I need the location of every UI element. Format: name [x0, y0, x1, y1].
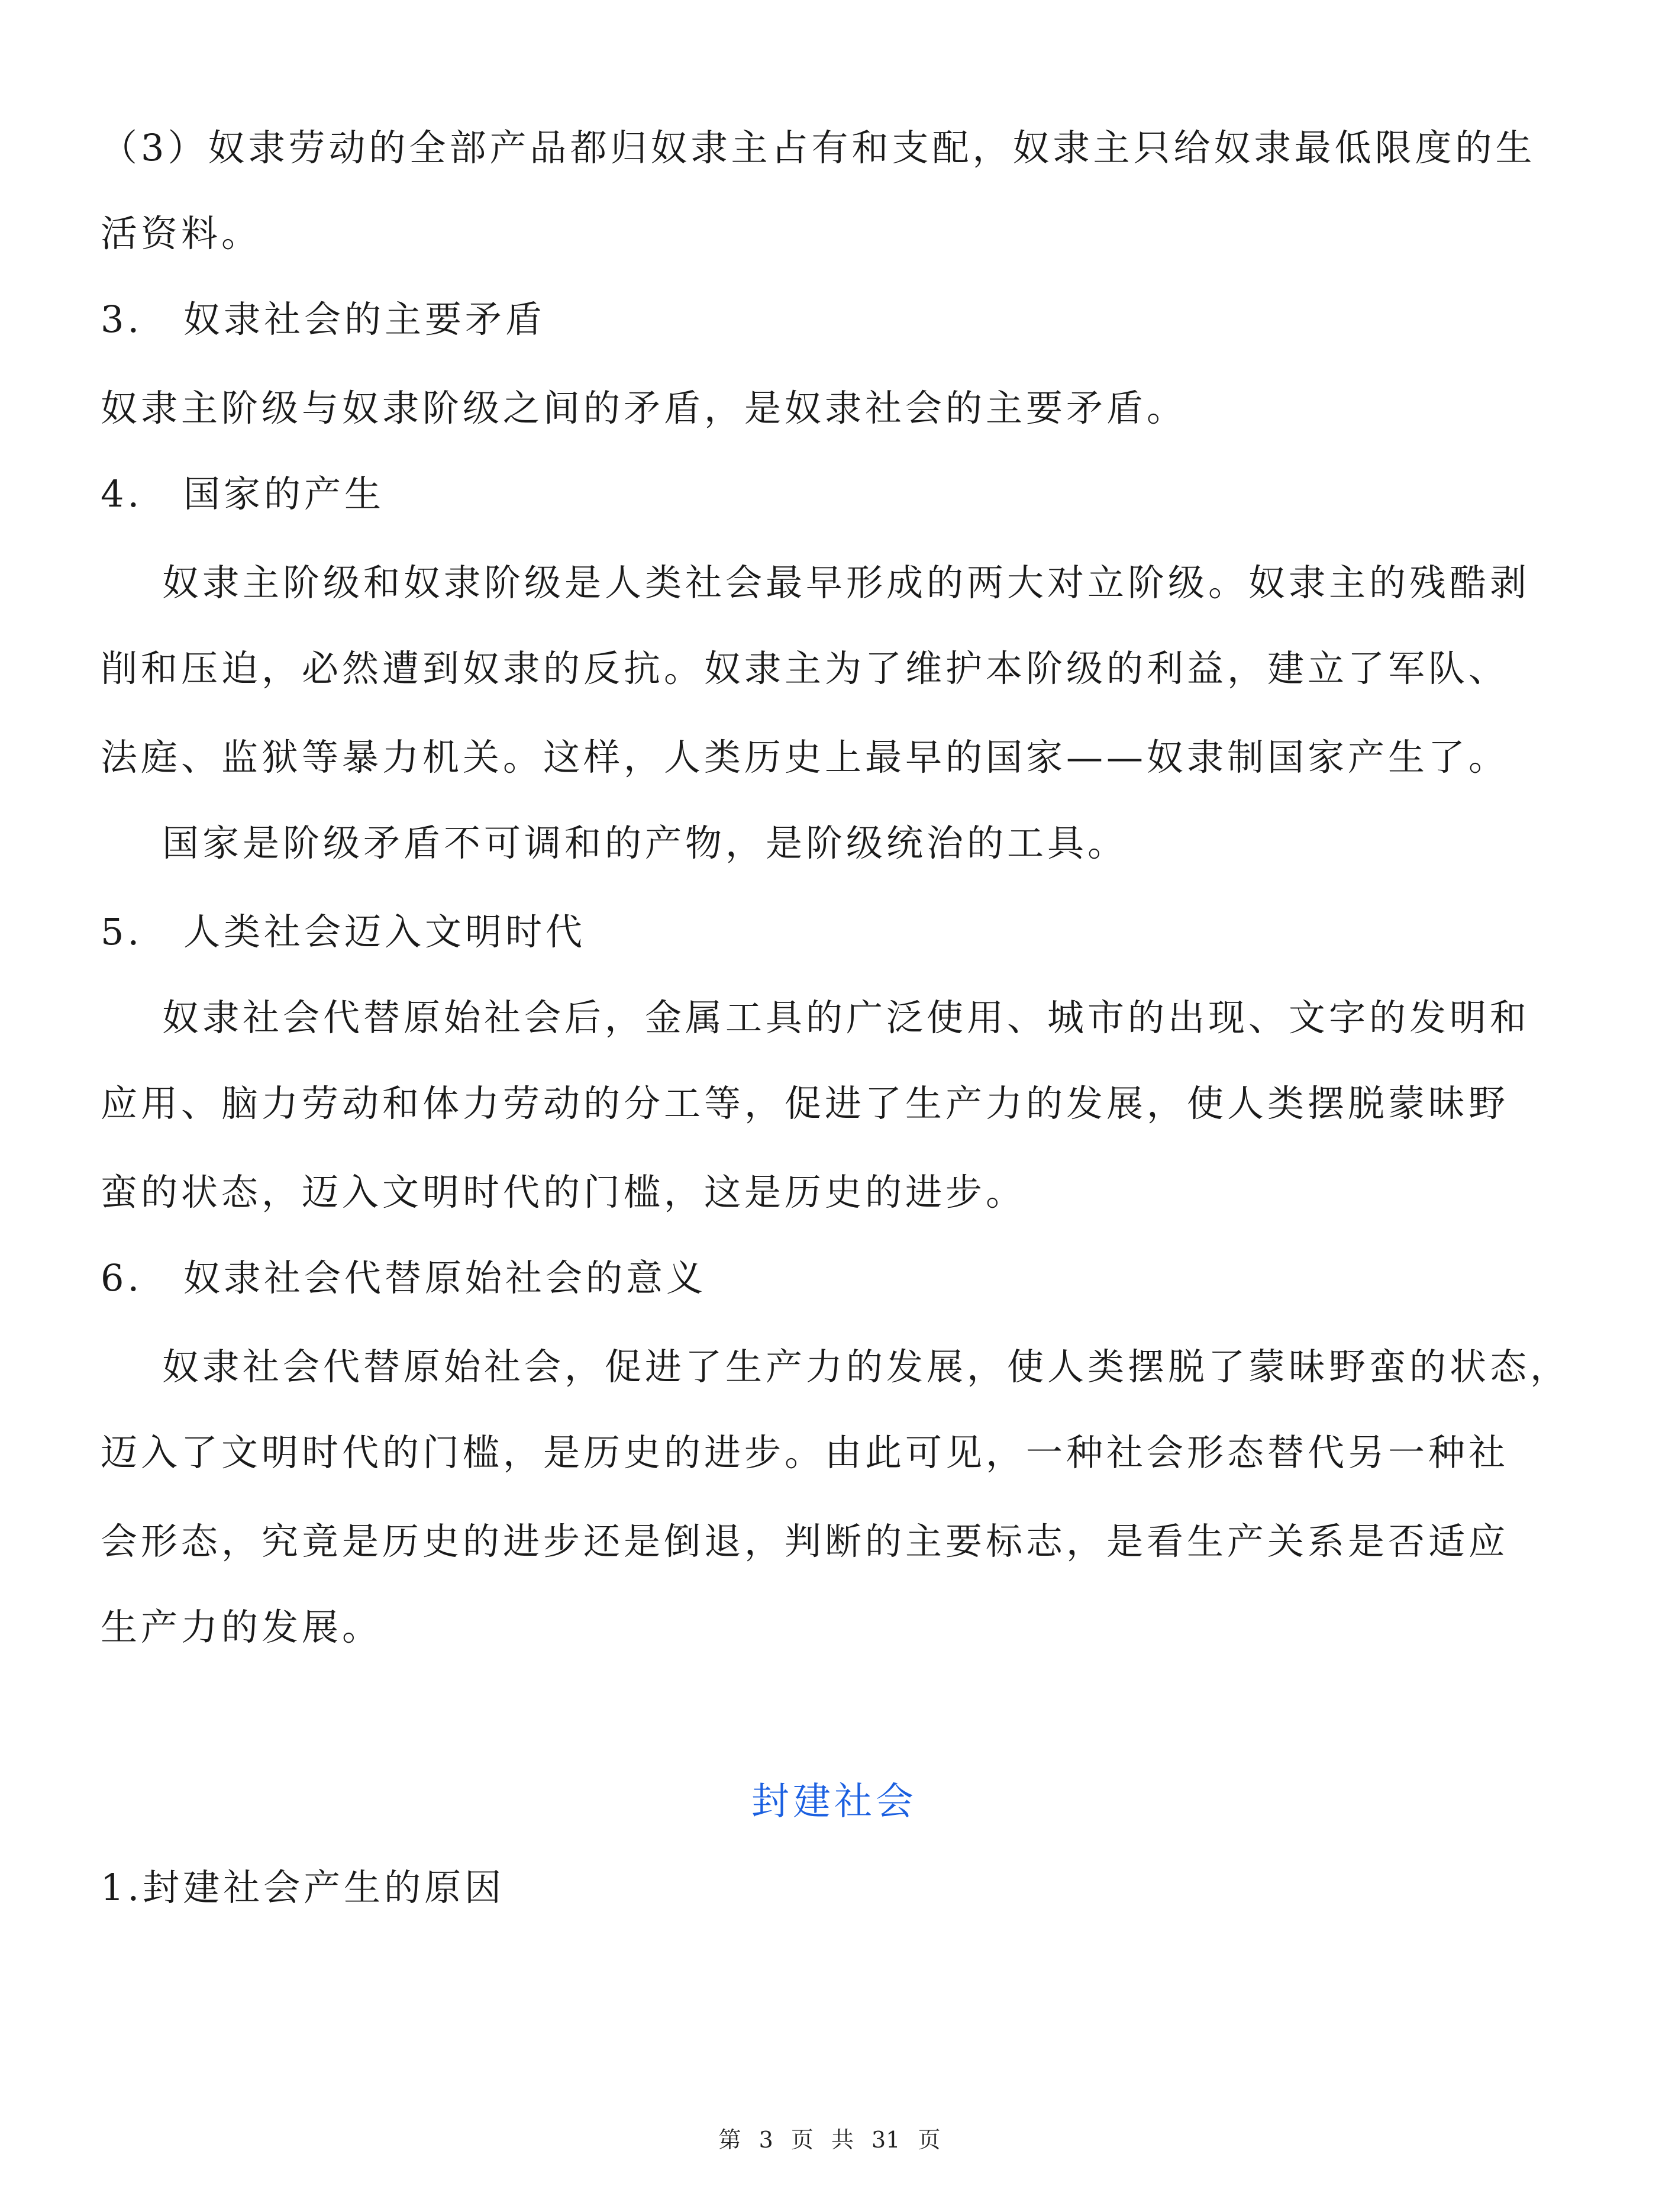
paragraph-line: 削和压迫，必然遭到奴隶的反抗。奴隶主为了维护本阶级的利益，建立了军队、 [101, 647, 1509, 690]
heading-6 [101, 1255, 706, 1302]
heading-5 [101, 908, 586, 956]
heading-text: 国家的产生 [183, 472, 385, 515]
heading-text: 人类社会迈入文明时代 [183, 910, 586, 953]
paragraph-line: 会形态，究竟是历史的进步还是倒退，判断的主要标志，是看生产关系是否适应 [101, 1520, 1509, 1563]
heading-number: 5. [101, 910, 143, 953]
paragraph-line: 迈入了文明时代的门槛，是历史的进步。由此可见，一种社会形态替代另一种社 [101, 1431, 1509, 1474]
heading-number: 6. [101, 1256, 143, 1300]
section-title: 封建社会 [751, 1780, 917, 1824]
page-footer: 第 3 页 共 31 页 [718, 2127, 941, 2153]
heading-4 [101, 470, 385, 518]
paragraph-line: 生产力的发展。 [101, 1605, 383, 1649]
paragraph-line: 法庭、监狱等暴力机关。这样，人类历史上最早的国家——奴隶制国家产生了。 [101, 736, 1509, 779]
sub-heading: 1.封建社会产生的原因 [101, 1866, 505, 1909]
heading-number: 4. [101, 472, 143, 515]
paragraph-line: 奴隶主阶级和奴隶阶级是人类社会最早形成的两大对立阶级。奴隶主的残酷剥 [162, 561, 1531, 604]
paragraph-line: （3）奴隶劳动的全部产品都归奴隶主占有和支配，奴隶主只给奴隶最低限度的生 [101, 126, 1536, 169]
heading-3 [101, 296, 546, 343]
heading-text: 奴隶社会的主要矛盾 [183, 298, 546, 341]
paragraph-line: 国家是阶级矛盾不可调和的产物，是阶级统治的工具。 [162, 821, 1128, 865]
heading-text: 奴隶社会代替原始社会的意义 [183, 1256, 707, 1300]
paragraph-line: 蛮的状态，迈入文明时代的门槛，这是历史的进步。 [101, 1171, 1027, 1214]
paragraph-line: 奴隶社会代替原始社会后，金属工具的广泛使用、城市的出现、文字的发明和 [162, 996, 1531, 1039]
paragraph-line: 应用、脑力劳动和体力劳动的分工等，促进了生产力的发展，使人类摆脱蒙昧野 [101, 1082, 1509, 1125]
paragraph-line: 活资料。 [101, 212, 262, 255]
paragraph-line: 奴隶主阶级与奴隶阶级之间的矛盾，是奴隶社会的主要矛盾。 [101, 386, 1187, 430]
heading-number: 3. [101, 298, 143, 341]
paragraph-line: 奴隶社会代替原始社会，促进了生产力的发展，使人类摆脱了蒙昧野蛮的状态， [162, 1345, 1571, 1388]
